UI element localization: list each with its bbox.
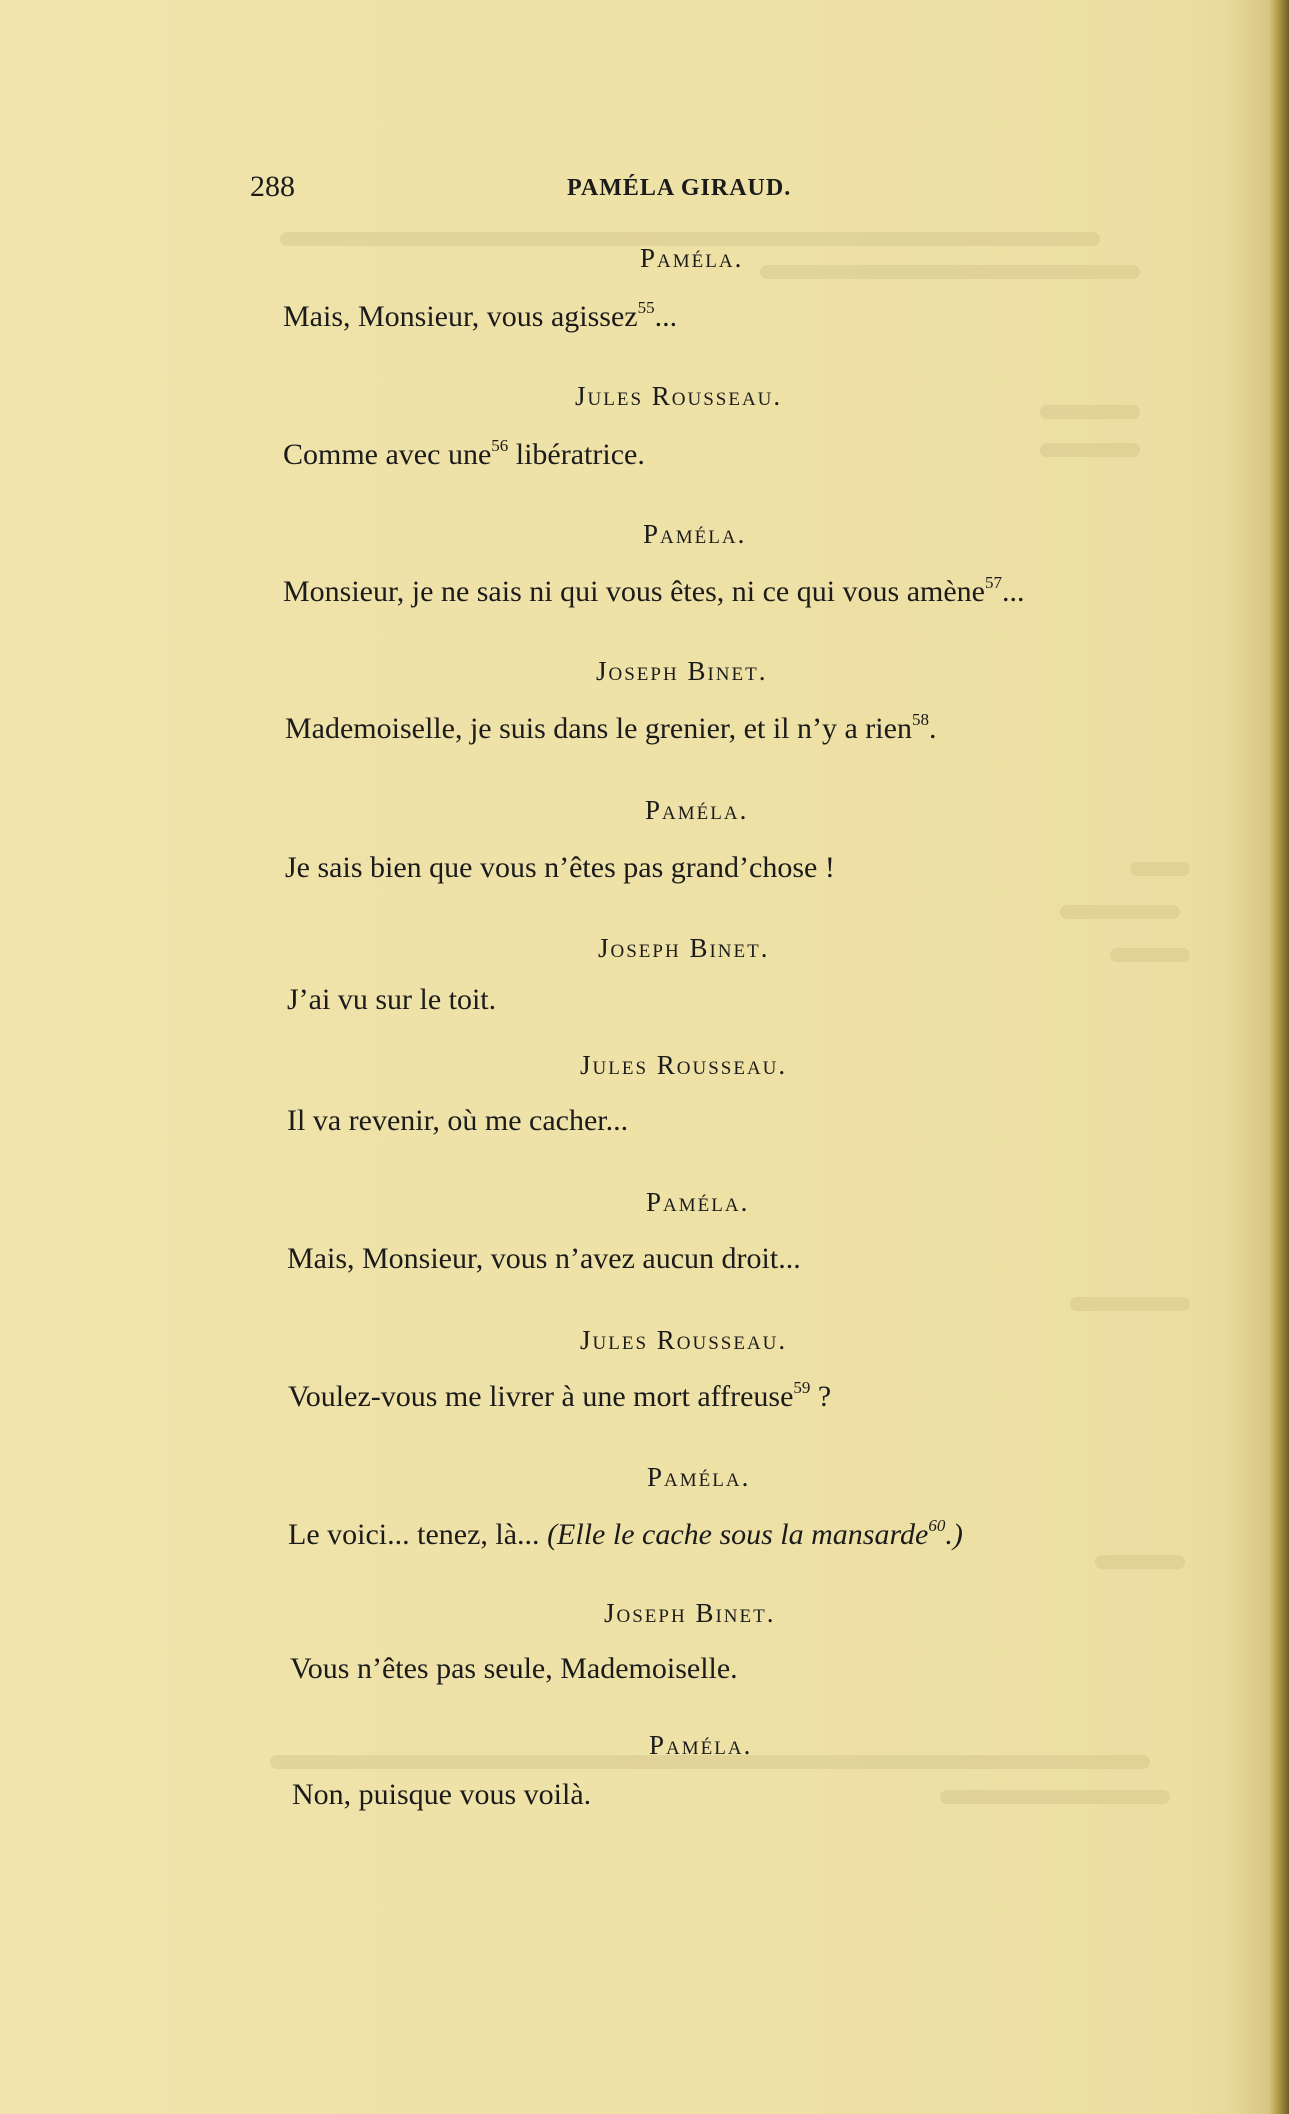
dialogue-line: J’ai vu sur le toit. [287,983,497,1016]
speaker-name: Joseph Binet. [598,933,770,963]
speaker-name: Paméla. [647,1462,751,1492]
footnote-ref: 57 [985,573,1002,592]
dialogue-line: Il va revenir, où me cacher... [287,1104,629,1137]
dialogue-line: Non, puisque vous voilà. [292,1778,592,1811]
speaker-name: Paméla. [649,1730,753,1760]
page-gutter-shadow [1229,0,1269,2114]
bleed-through [1060,905,1180,919]
dialogue-line: Comme avec une$^{56}$ libératrice. [283,436,645,471]
bleed-through [1070,1297,1190,1311]
footnote-ref: 60 [928,1516,946,1535]
footnote-ref: 59 [793,1378,811,1397]
bleed-through [1095,1555,1185,1569]
footnote-ref: 56 [491,436,509,455]
dialogue-line: Mais, Monsieur, vous agissez$^{55}$... [283,298,678,333]
speaker-name: Joseph Binet. [604,1598,776,1628]
speaker-name: Joseph Binet. [596,656,768,686]
speaker-name: Paméla. [643,519,747,549]
bleed-through [940,1790,1170,1804]
speaker-name: Paméla. [640,243,744,273]
bleed-through [760,265,1140,279]
speaker-name: Paméla. [646,1187,750,1217]
dialogue-line: Vous n’êtes pas seule, Mademoiselle. [290,1652,738,1685]
speaker-name: Paméla. [645,795,749,825]
bleed-through [1040,443,1140,457]
footnote-ref: 58 [911,710,929,729]
bleed-through [1130,862,1190,876]
stage-direction: (Elle le cache sous la mansarde$^{60}$.) [547,1516,963,1551]
dialogue-line: Mademoiselle, je suis dans le grenier, et il n’y a rien$^{58}$. [285,710,937,745]
dialogue-line: Je sais bien que vous n’êtes pas grand’chose ! [285,851,835,884]
speaker-name: Jules Rousseau. [580,1325,788,1355]
footnote-ref: 55 [637,298,655,317]
bleed-through [1040,405,1140,419]
dialogue-line: Le voici... tenez, là... (Elle le cache sous la mansarde$^{60}$.) [288,1516,963,1551]
page-edge [1269,0,1289,2114]
dialogue-line: Voulez-vous me livrer à une mort affreuse$^{59}$ ? [288,1378,832,1413]
bleed-through [1110,948,1190,962]
dialogue-line: Monsieur, je ne sais ni qui vous êtes, ni ce qui vous amène$^{57}$... [283,573,1025,608]
dialogue-line: Mais, Monsieur, vous n’avez aucun droit... [287,1242,801,1275]
speaker-name: Jules Rousseau. [580,1050,788,1080]
page-number: 288 [250,170,295,203]
running-head: PAMÉLA GIRAUD. [567,175,792,201]
speaker-name: Jules Rousseau. [575,381,783,411]
